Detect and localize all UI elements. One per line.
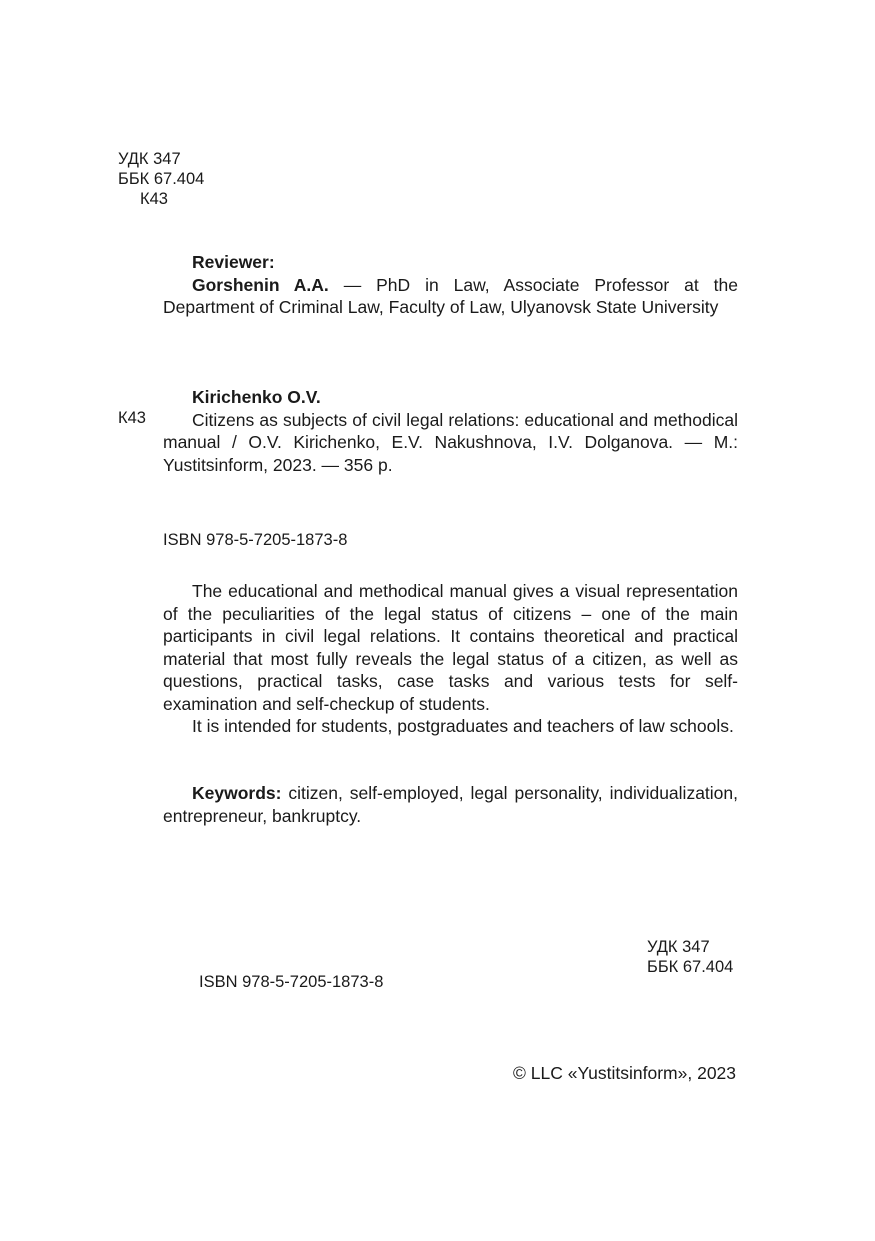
- isbn-main: ISBN 978-5-7205-1873-8: [163, 531, 348, 549]
- keywords-text: citizen, self-employed, legal personality, individualization, entrepreneur, bankruptcy.: [163, 783, 738, 826]
- abstract-section: [163, 580, 738, 738]
- abstract-paragraph-2: It is intended for students, postgraduates and teachers of law schools.: [192, 716, 734, 736]
- abstract-paragraph-1: The educational and methodical manual gives a visual representation of the peculiarities of the legal status of citizens – one of the main participants in civil legal relations. It contains theoretical and practical material that most fully reveals the legal status of a citizen, as well as questions, practical tasks, case tasks and various tests for self-examination and self-checkup of students.: [163, 581, 738, 714]
- keywords-section: [163, 782, 738, 827]
- reviewer-section: [163, 251, 738, 319]
- citation-text: Citizens as subjects of civil legal relations: educational and methodical manual / O.V. Kirichenko, E.V. Nakushnova, I.V. Dolganova. — M.: Yustitsinform, 2023. — 356 p.: [163, 409, 738, 475]
- bbk-code-bottom: ББК 67.404: [647, 958, 734, 976]
- classification-top: [118, 149, 204, 209]
- copyright-notice: © LLC «Yustitsinform», 2023: [513, 1063, 737, 1083]
- author-name: Kirichenko O.V.: [192, 387, 321, 407]
- author-mark: К43: [140, 190, 168, 208]
- classification-bottom: [647, 937, 733, 977]
- bbk-code: ББК 67.404: [118, 170, 205, 188]
- isbn-bottom: ISBN 978-5-7205-1873-8: [199, 973, 384, 991]
- reviewer-text: [163, 274, 738, 319]
- udk-code-bottom: УДК 347: [647, 938, 710, 956]
- side-author-mark: К43: [118, 409, 146, 427]
- udk-code: УДК 347: [118, 150, 181, 168]
- bibliographic-record: [163, 386, 738, 476]
- reviewer-description: — PhD in Law, Associate Professor at the Department of Criminal Law, Faculty of Law, Ulyanovsk State University: [163, 274, 738, 317]
- reviewer-name: Gorshenin A.A.: [192, 274, 329, 295]
- keywords-label: Keywords:: [192, 783, 282, 803]
- reviewer-heading: Reviewer:: [192, 252, 275, 272]
